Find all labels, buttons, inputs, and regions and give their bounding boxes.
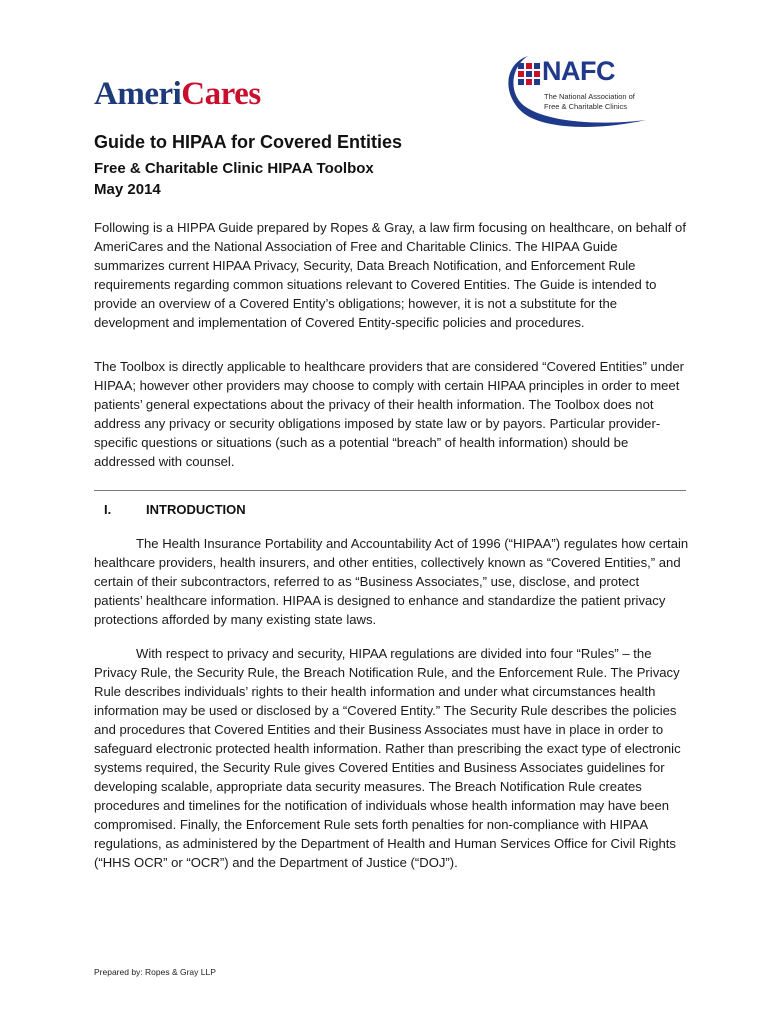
nafc-logo-line2: Free & Charitable Clinics	[544, 102, 627, 111]
nafc-logo	[500, 50, 655, 132]
section-divider	[94, 490, 686, 491]
section-title: INTRODUCTION	[146, 502, 246, 517]
nafc-logo-line1: The National Association of	[544, 92, 635, 101]
page-footer: Prepared by: Ropes & Gray LLP	[94, 967, 216, 977]
nafc-logo-name: NAFC	[542, 56, 615, 86]
americares-logo	[94, 78, 261, 111]
document-subtitle: Free & Charitable Clinic HIPAA Toolbox	[94, 160, 374, 177]
intro-paragraph: Following is a HIPPA Guide prepared by Ropes & Gray, a law firm focusing on healthcare, on behalf of AmeriCares and the National Association of Free and Charitable Clinics. The HIPAA Guide summarizes current HIPAA Privacy, Security, Data Breach Notification, and Enforcement Rule requirements regarding common situations relevant to Covered Entities. The Guide is intended to provide an overview of a Covered Entity’s obligations; however, it is not a substitute for the development and implementation of Covered Entity-specific policies and procedures.	[94, 220, 686, 330]
document-title: Guide to HIPAA for Covered Entities	[94, 132, 403, 152]
section-paragraph: The Health Insurance Portability and Accountability Act of 1996 (“HIPAA”) regulates how certain healthcare providers, health insurers, and other entities, collectively known as “Covered Entities,” and certain of their subcontractors, referred to as “Business Associates,” use, disclose, and protect patients’ healthcare information. HIPAA is designed to enhance and standardize the patient privacy protections afforded by many existing state laws.	[94, 536, 689, 627]
intro-paragraph: The Toolbox is directly applicable to healthcare providers that are considered “Covered Entities” under HIPAA; however other providers may choose to comply with certain HIPAA principles in order to meet patients’ general expectations about the privacy of their health information. The Toolbox does not address any privacy or security obligations imposed by state law or by payors. Particular provider-specific questions or situations (such as a potential “breach” of health information) should be addressed with counsel.	[94, 359, 685, 469]
section-heading	[94, 502, 246, 517]
document-date: May 2014	[94, 181, 161, 198]
section-number: I.	[104, 502, 112, 517]
americares-logo-ameri: Ameri	[94, 76, 182, 112]
section-paragraph: With respect to privacy and security, HIPAA regulations are divided into four “Rules” – the Privacy Rule, the Security Rule, the Breach Notification Rule, and the Enforcement Rule. The Privacy Rule describes individuals’ rights to their health information and under what circumstances health information may be used or disclosed by a “Covered Entity.” The Security Rule describes the policies and procedures that Covered Entities and their Business Associates must have in place in order to safeguard electronic protected health information. Rather than prescribing the exact type of electronic systems required, the Security Rule gives Covered Entities and Business Associates guidelines for developing scalable, appropriate data security measures. The Breach Notification Rule creates procedures and timelines for the notification of individuals whose health information may have been compromised. Finally, the Enforcement Rule sets forth penalties for non-compliance with HIPAA regulations, as administered by the Department of Health and Human Services Office for Civil Rights (“HHS OCR” or “OCR”) and the Department of Justice (“DOJ”).	[94, 646, 681, 870]
americares-logo-cares: Cares	[181, 76, 261, 112]
nafc-star-icon	[518, 63, 540, 85]
nafc-logo-tagline	[544, 92, 635, 112]
